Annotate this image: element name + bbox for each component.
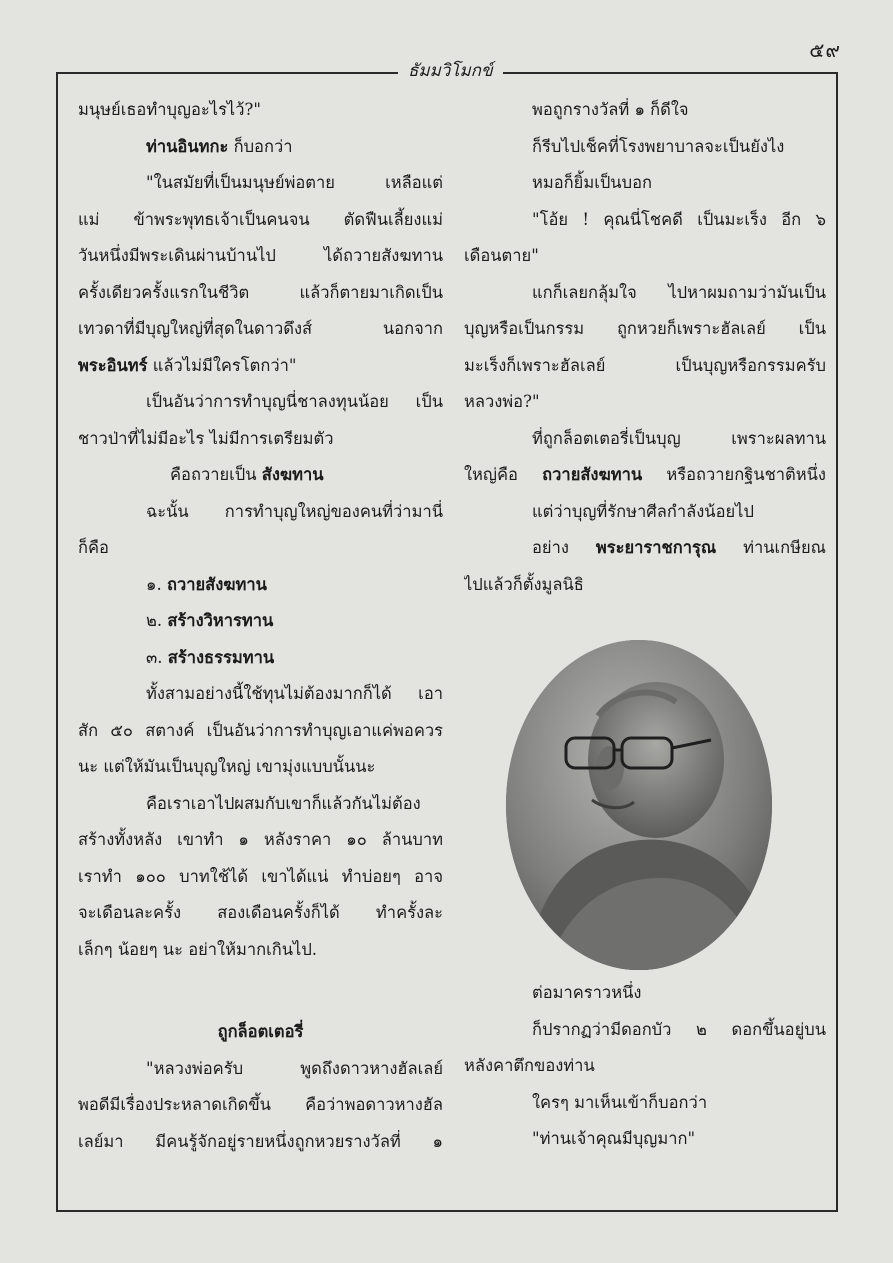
text-line [78,421,443,458]
bold-term: ถวายสังฆทาน [542,465,643,484]
bold-term: พระอินทร์ [78,355,148,375]
line-text: มะเร็งก็เพราะฮัลเลย์ เป็นบุญหรือกรรมครับ [464,355,826,375]
text-line [464,1048,826,1085]
line-text: เลย์มา มีคนรู้จักอยู่รายหนึ่งถูกหวยรางวัลที่ ๑ [78,1131,443,1151]
line-text: ใครๆ มาเห็นเข้าก็บอกว่า [532,1092,708,1112]
line-text: มนุษย์เธอทำบุญอะไรไว้?" [78,100,261,119]
text-line [464,975,826,1012]
text-line [464,92,826,129]
line-text: ก็รีบไปเช็คที่โรงพยาบาลจะเป็นยังไง [532,136,785,156]
text-line [464,567,826,604]
text-line [78,530,443,567]
text-line [464,1085,826,1122]
line-text: พอถูกรางวัลที่ ๑ ก็ดีใจ [532,100,689,119]
line-text: คือถวายเป็น [170,465,262,484]
line-text: นะ แต่ให้มันเป็นบุญใหญ่ เขามุ่งแบบนั้นนะ [78,757,376,776]
bold-term: ถวายสังฆทาน [166,574,267,594]
bold-term: ท่านอินทกะ [146,136,229,156]
line-text: พอดีมีเรื่องประหลาดเกิดขึ้น คือว่าพอดาวหางฮัล [78,1095,443,1114]
left-lines-b [78,1051,443,1161]
text-line [78,165,443,202]
heading-text: ถูกล็อตเตอรี่ [217,1022,304,1041]
left-lines-a [78,92,443,968]
bold-term: สังฆทาน [261,465,324,484]
text-line [78,348,443,385]
text-line [464,421,826,458]
line-text: อย่าง [532,538,596,557]
bold-term: พระยาราชการุณ [595,538,717,557]
line-text: "หลวงพ่อครับ พูดถึงดาวหางฮัลเลย์ [146,1058,443,1078]
text-line [78,1051,443,1088]
text-line [464,238,826,275]
line-text: แต่ว่าบุญที่รักษาศีลกำลังน้อยไป [532,501,754,521]
right-lines-a [464,92,826,603]
line-text: ครั้งเดียวครั้งแรกในชีวิต แล้วก็ตายมาเกิดเป็น [78,282,443,302]
line-text: หรือถวายกฐินชาติหนึ่ง [642,465,826,484]
text-line [78,640,443,677]
text-line [78,895,443,932]
text-line [78,129,443,166]
line-text: ทั้งสามอย่างนี้ใช้ทุนไม่ต้องมากก็ได้ เอา [146,684,443,703]
section-heading [78,1014,443,1051]
text-line [78,238,443,275]
line-text: คือเราเอาไปผสมกับเขาก็แล้วกันไม่ต้อง [146,793,421,813]
line-text: ก็คือ [78,538,109,557]
line-text: วันหนึ่งมีพระเดินผ่านบ้านไป ได้ถวายสังฆทาน [78,246,443,265]
line-text: ไปแล้วก็ตั้งมูลนิธิ [464,574,584,594]
text-line [464,348,826,385]
bold-term: สร้างวิหารทาน [167,611,274,630]
line-text: ฉะนั้น การทำบุญใหญ่ของคนที่ว่ามานี่ [146,501,443,521]
running-head: ธัมมวิโมกข์ [398,58,503,84]
page-number: ๕๙ [809,38,841,62]
text-line [464,494,826,531]
line-text: จะเดือนละครั้ง สองเดือนครั้งก็ได้ ทำครั้งละ [78,903,443,922]
text-line [78,603,443,640]
text-line [464,129,826,166]
line-text: สัก ๕๐ สตางค์ เป็นอันว่าการทำบุญเอาแค่พอควร [78,720,443,740]
text-line [78,822,443,859]
line-text: ๑. [146,574,167,594]
line-text: หลวงพ่อ?" [464,392,540,411]
line-text: เป็นอันว่าการทำบุญนี่ชาลงทุนน้อย เป็น [146,392,443,411]
right-column [464,92,826,1158]
text-line [78,859,443,896]
line-text: หลังคาตึกของท่าน [464,1056,595,1075]
line-text: "ในสมัยที่เป็นมนุษย์พ่อตาย เหลือแต่ [146,173,443,192]
text-line [78,494,443,531]
line-text: ชาวป่าที่ไม่มีอะไร ไม่มีการเตรียมตัว [78,428,334,448]
line-text: ๒. [146,611,168,630]
text-line [464,384,826,421]
line-text: ใหญ่คือ [464,465,543,484]
text-line [464,457,826,494]
line-text: เทวดาที่มีบุญใหญ่ที่สุดในดาวดึงส์ นอกจาก [78,319,443,338]
line-text: แม่ ข้าพระพุทธเจ้าเป็นคนจน ตัดฟืนเลี้ยงแม่ [78,209,443,229]
text-line [78,311,443,348]
line-text: "ท่านเจ้าคุณมีบุญมาก" [532,1129,696,1148]
line-text: เราทำ ๑๐๐ บาทใช้ได้ เขาได้แน่ ทำบ่อยๆ อาจ [78,866,443,886]
right-lines-b [464,975,826,1158]
line-text: เล็กๆ น้อยๆ นะ อย่าให้มากเกินไป. [78,939,318,959]
monk-photo [506,640,772,970]
text-line [78,1087,443,1124]
text-line [464,275,826,312]
text-line [464,1012,826,1049]
line-text: ท่านเกษียณ [716,538,826,557]
text-line [78,786,443,823]
line-text: ที่ถูกล็อตเตอรี่เป็นบุญ เพราะผลทาน [532,428,826,448]
line-text: เดือนตาย" [464,246,539,265]
line-text: "โอ้ย ! คุณนี่โชคดี เป็นมะเร็ง อีก ๖ [532,209,826,229]
text-line [78,202,443,239]
line-text: หมอก็ยิ้มเป็นบอก [532,173,652,192]
text-line [78,275,443,312]
line-text: แกก็เลยกลุ้มใจ ไปหาผมถามว่ามันเป็น [532,282,826,302]
text-line [78,1124,443,1161]
text-line [78,713,443,750]
text-line [464,530,826,567]
text-line [78,932,443,969]
text-line [78,567,443,604]
text-line [78,92,443,129]
text-line [78,749,443,786]
line-text: บุญหรือเป็นกรรม ถูกหวยก็เพราะฮัลเลย์ เป็น [464,319,826,338]
line-text: ต่อมาคราวหนึ่ง [532,983,642,1002]
line-text: แล้วไม่มีใครโตกว่า" [147,355,297,375]
text-line [464,202,826,239]
line-text: ก็บอกว่า [228,136,293,156]
line-text: ก็ปรากฏว่ามีดอกบัว ๒ ดอกขึ้นอยู่บน [532,1019,826,1039]
line-text: สร้างทั้งหลัง เขาทำ ๑ หลังราคา ๑๐ ล้านบาท [78,830,443,849]
monk-portrait-image [506,640,772,970]
bold-term: สร้างธรรมทาน [167,647,275,667]
text-line [78,457,443,494]
line-text: ๓. [146,647,168,667]
text-line [464,1121,826,1158]
text-line [464,165,826,202]
text-line [78,384,443,421]
text-line [78,676,443,713]
text-line [464,311,826,348]
left-column [78,92,443,1160]
